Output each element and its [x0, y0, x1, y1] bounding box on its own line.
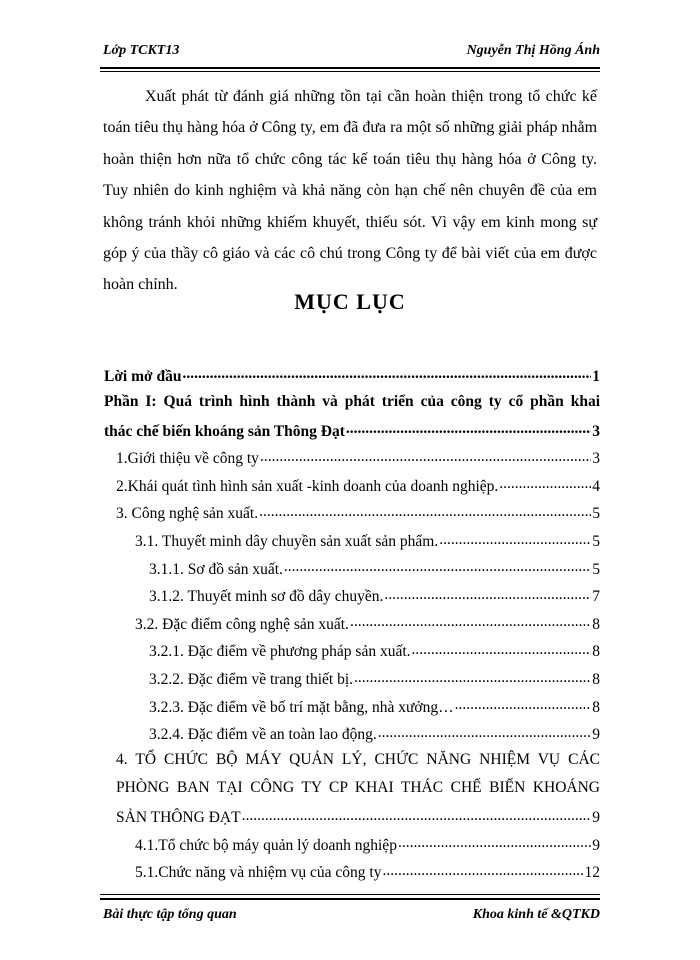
- toc-entry-text: thác chế biến khoáng sản Thông Đạt: [104, 422, 345, 440]
- toc-page-number: 5: [592, 505, 600, 523]
- toc-page-number: 12: [584, 864, 600, 882]
- toc-entry-1[interactable]: [104, 448, 600, 476]
- toc-leader-dots: [260, 448, 591, 464]
- toc-leader-dots: [259, 503, 591, 519]
- toc-page-number: 3: [592, 422, 600, 440]
- toc-entry-4-1[interactable]: [104, 834, 600, 862]
- toc-page-number: 8: [592, 671, 600, 689]
- toc-leader-dots: [378, 724, 592, 740]
- toc-page-number: 1: [592, 367, 600, 385]
- table-of-contents: [104, 365, 600, 889]
- toc-page-number: 9: [592, 809, 600, 826]
- toc-page-number: 7: [592, 588, 600, 606]
- toc-entry-text: 2.Khái quát tình hình sản xuất -kinh doanh của doanh nghiệp.: [116, 477, 499, 495]
- toc-page-number: 9: [592, 726, 600, 744]
- toc-leader-dots: [346, 420, 591, 436]
- header-class: Lớp TCKT13: [103, 43, 180, 58]
- toc-entry-3-2-1[interactable]: [104, 641, 600, 669]
- toc-leader-dots: [398, 834, 591, 850]
- toc-entry-2[interactable]: [104, 475, 600, 503]
- toc-entry-3-2-4[interactable]: [104, 724, 600, 752]
- footer-divider-thin: [100, 894, 600, 895]
- footer-report-type: Bài thực tập tổng quan: [103, 907, 237, 922]
- toc-entry-3-2[interactable]: [104, 613, 600, 641]
- toc-entry-text: 3.1.2. Thuyết minh sơ đồ dây chuyền.: [149, 588, 384, 606]
- toc-leader-dots: [384, 586, 591, 602]
- toc-entry-3-1-1[interactable]: [104, 558, 600, 586]
- toc-leader-dots: [354, 669, 591, 685]
- toc-entry-text: 3.2. Đặc điểm công nghệ sản xuất.: [135, 615, 349, 633]
- toc-entry-text: 1.Giới thiệu về công ty: [116, 450, 259, 468]
- toc-entry-3[interactable]: [104, 503, 600, 531]
- toc-leader-dots: [412, 641, 592, 657]
- toc-entry-3-2-2[interactable]: [104, 669, 600, 697]
- toc-entry-text: 4.1.Tổ chức bộ máy quản lý doanh nghiệp: [135, 836, 397, 854]
- toc-entry-text: 3.1.1. Sơ đồ sản xuất.: [149, 560, 283, 578]
- toc-entry-text: 3.2.2. Đặc điểm về trang thiết bị.: [149, 671, 354, 689]
- toc-leader-dots: [382, 862, 583, 878]
- intro-text: Xuất phát từ đánh giá những tồn tại cần hoàn thiện trong tổ chức kế toán tiêu thụ hàng hóa ở Công ty, em đã đưa ra một số những giải pháp nhằm hoàn thiện hơn nữa tổ chức công tác kế toán tiêu thụ hàng hóa ở Công ty. Tuy nhiên do kinh nghiệm và khả năng còn hạn chế nên chuyên đề của em không tránh khỏi những khiếm khuyết, thiếu sót. Vì vậy em kinh mong sự góp ý của thầy cô giáo và các cô chú trong Công ty để bài viết của em được hoàn chỉnh.: [103, 88, 598, 294]
- toc-entry-4-line1[interactable]: 4. TỔ CHỨC BỘ MÁY QUẢN LÝ, CHỨC NĂNG NHIỆM VỤ CÁC: [116, 751, 600, 769]
- toc-entry-text: SẢN THÔNG ĐẠT: [116, 809, 241, 826]
- toc-leader-dots: [439, 531, 591, 547]
- toc-entry-3-2-3[interactable]: [104, 696, 600, 724]
- toc-page-number: 4: [592, 477, 600, 495]
- toc-entry-text: 5.1.Chức năng và nhiệm vụ của công ty: [135, 864, 382, 882]
- toc-entry-text: 3.2.1. Đặc điểm về phương pháp sản xuất.: [149, 643, 411, 661]
- toc-page-number: 8: [592, 643, 600, 661]
- intro-paragraph: [103, 81, 597, 301]
- toc-page-number: 3: [592, 450, 600, 468]
- toc-entry-text: 3.1. Thuyết minh dây chuyền sản xuất sản phẩm.: [135, 533, 439, 551]
- page-header: [103, 36, 600, 66]
- header-divider: [100, 67, 600, 69]
- toc-page-number: 5: [592, 560, 600, 578]
- toc-page-number: 8: [592, 698, 600, 716]
- toc-entry-3-1[interactable]: [104, 531, 600, 559]
- toc-entry-text: Lời mở đầu: [104, 367, 182, 385]
- toc-entry-part1[interactable]: [104, 420, 600, 448]
- toc-leader-dots: [350, 613, 591, 629]
- toc-entry-intro[interactable]: [104, 365, 600, 393]
- toc-entry-text: 3.2.3. Đặc điểm về bố trí mặt bằng, nhà xưởng…: [149, 698, 454, 716]
- toc-page-number: 9: [592, 836, 600, 854]
- toc-page-number: 8: [592, 615, 600, 633]
- footer-divider: [100, 898, 600, 900]
- toc-leader-dots: [242, 807, 592, 823]
- toc-entry-text: 3. Công nghệ sản xuất.: [116, 505, 259, 523]
- toc-page-number: 5: [592, 533, 600, 551]
- toc-entry-4-line2[interactable]: PHÒNG BAN TẠI CÔNG TY CP KHAI THÁC CHẾ BIẾN KHOÁNG: [116, 778, 600, 796]
- toc-entry-3-1-2[interactable]: [104, 586, 600, 614]
- header-divider-thin: [100, 71, 600, 72]
- toc-leader-dots: [455, 696, 592, 712]
- toc-entry-4[interactable]: [104, 807, 600, 835]
- footer-faculty: Khoa kinh tế &QTKD: [472, 907, 600, 922]
- toc-leader-dots: [284, 558, 591, 574]
- toc-leader-dots: [499, 475, 591, 491]
- toc-entry-part1-line1[interactable]: Phần I: Quá trình hình thành và phát triển của công ty cổ phần khai: [104, 392, 600, 410]
- header-author: Nguyễn Thị Hồng Ánh: [466, 43, 600, 58]
- toc-entry-5-1[interactable]: [104, 862, 600, 890]
- toc-leader-dots: [182, 365, 591, 381]
- toc-title: MỤC LỤC: [294, 289, 406, 314]
- toc-entry-text: 3.2.4. Đặc điểm về an toàn lao động.: [149, 726, 377, 744]
